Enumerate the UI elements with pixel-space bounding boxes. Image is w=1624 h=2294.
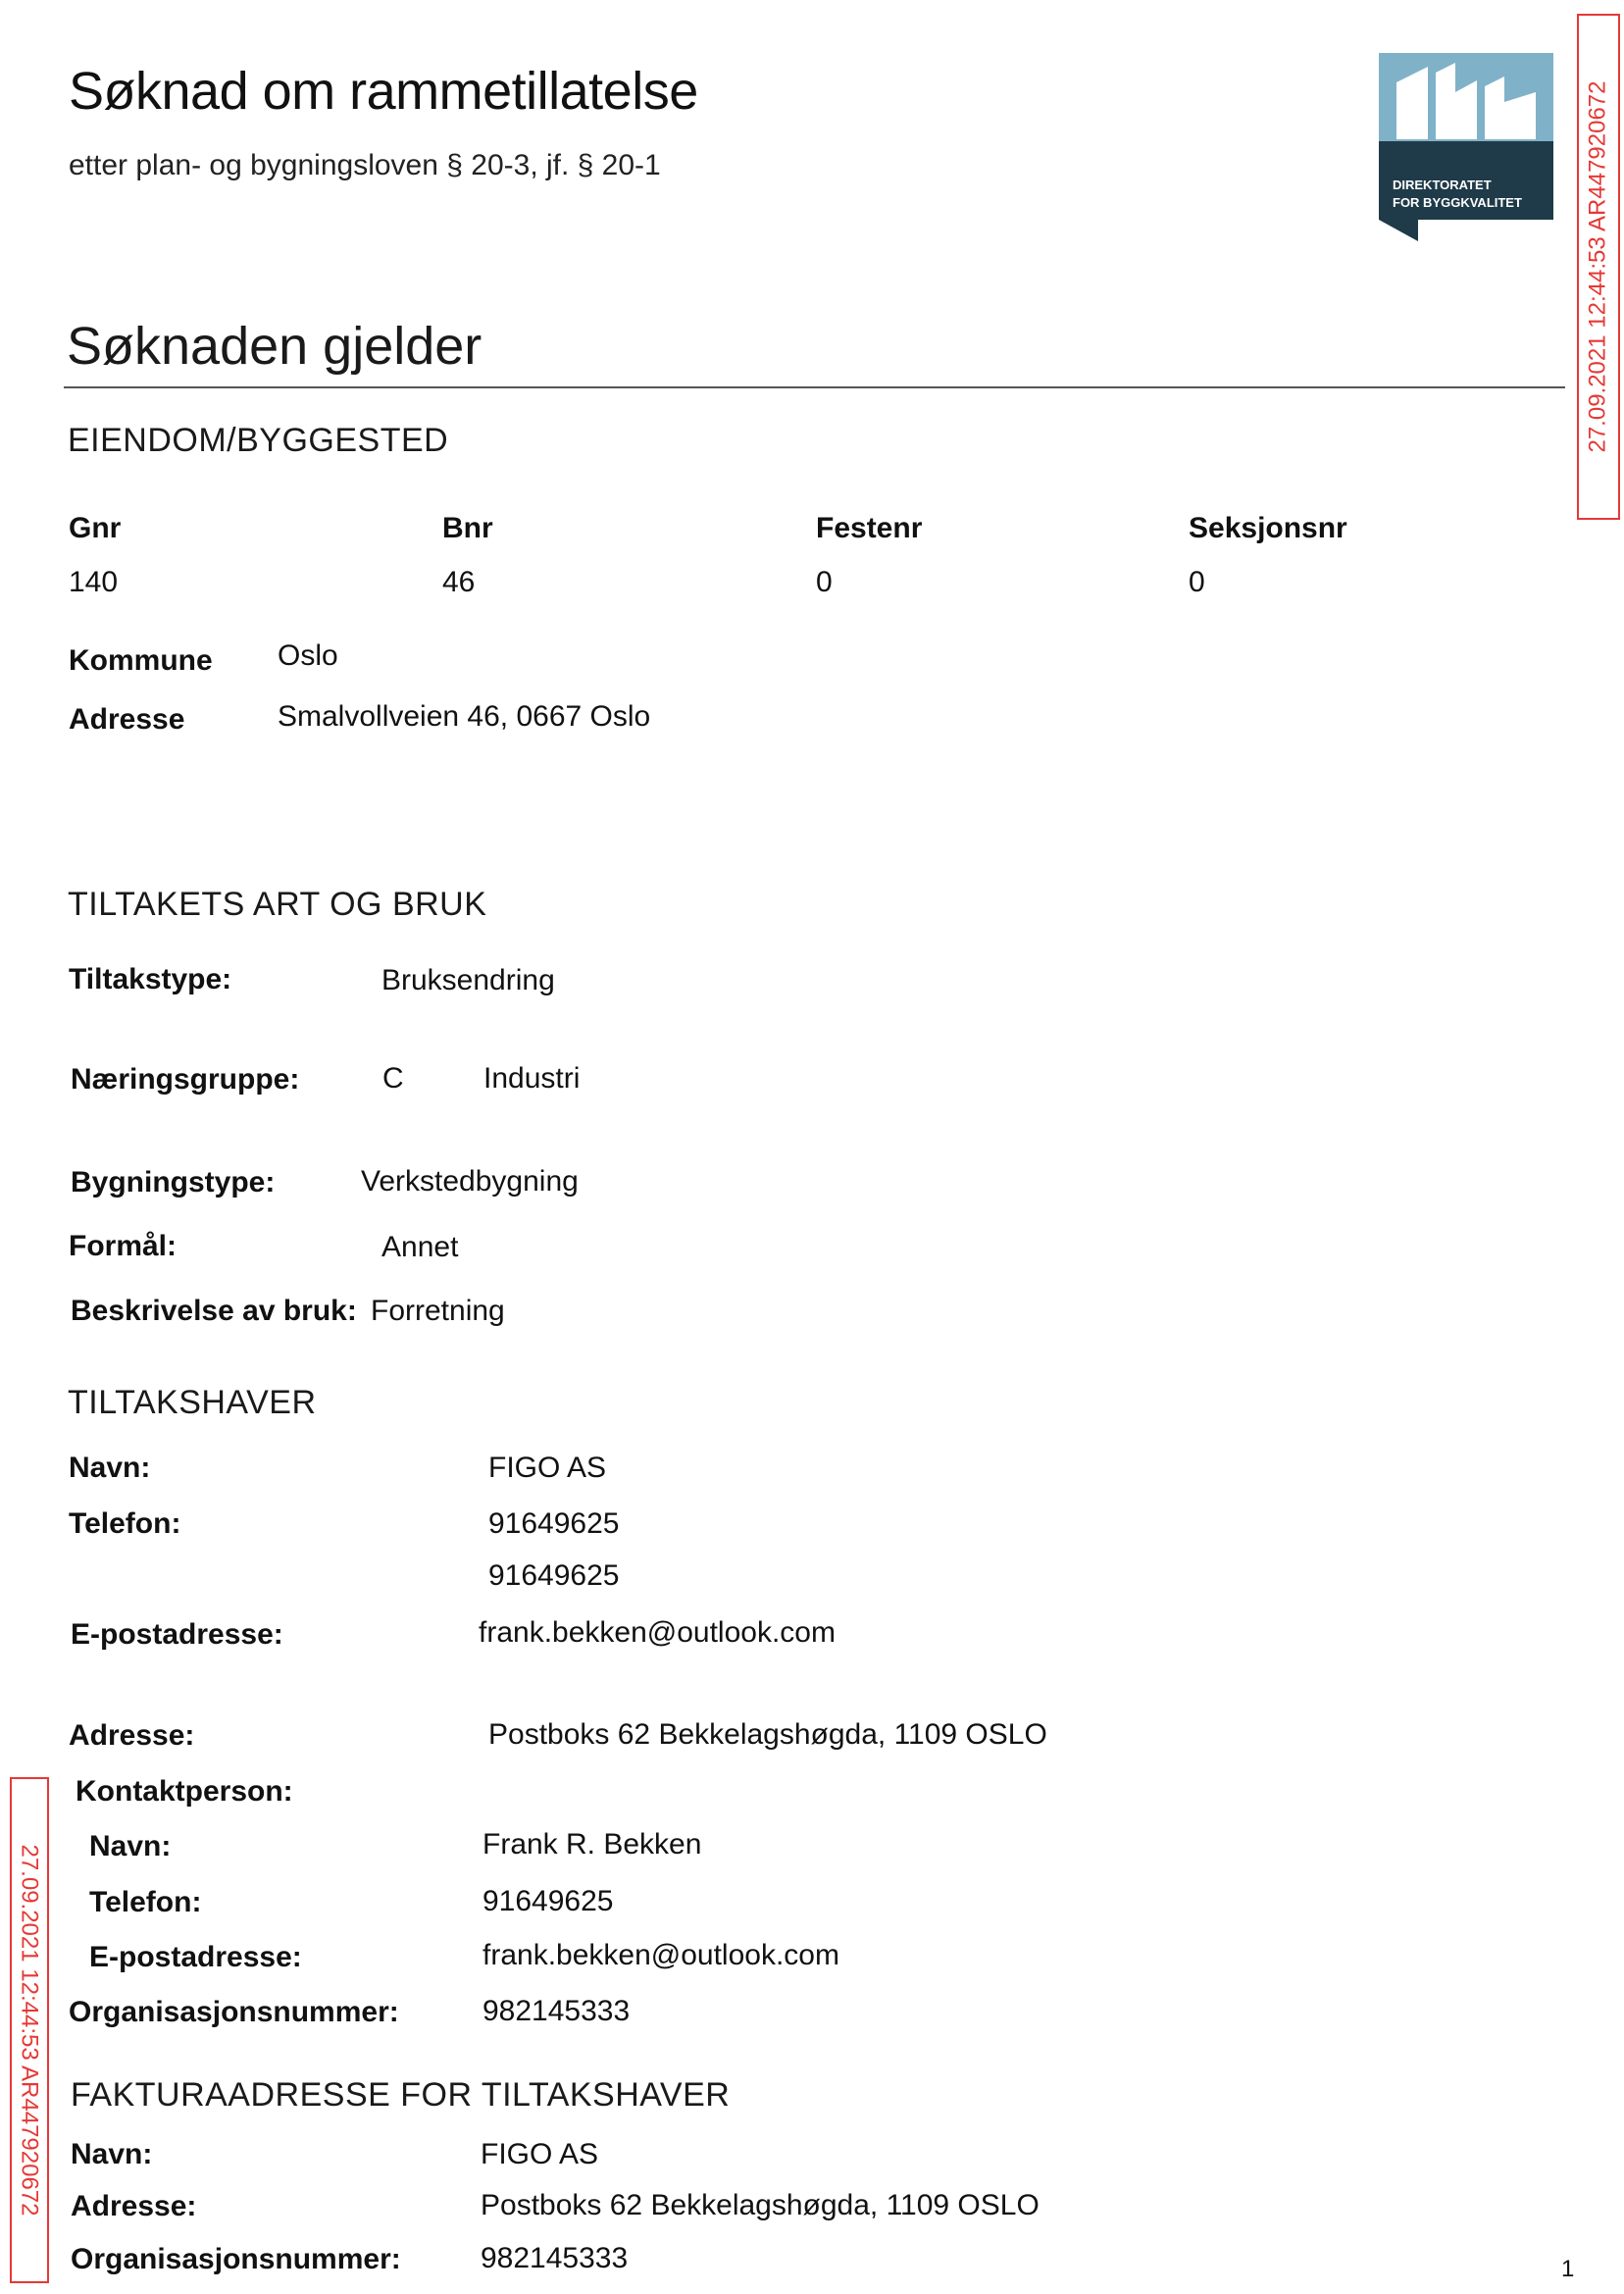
kontakt-navn-label: Navn:	[89, 1830, 172, 1862]
tiltakstype-label: Tiltakstype:	[69, 963, 232, 995]
gnr-label: Gnr	[69, 512, 122, 544]
faktura-heading: FAKTURAADRESSE FOR TILTAKSHAVER	[71, 2076, 731, 2114]
formal-value: Annet	[381, 1231, 459, 1263]
kontakt-telefon-label: Telefon:	[89, 1886, 202, 1918]
tiltakshaver-adresse-value: Postboks 62 Bekkelagshøgda, 1109 OSLO	[488, 1718, 1047, 1751]
gnr-value: 140	[69, 566, 119, 598]
tiltakshaver-telefon-value-2: 91649625	[488, 1559, 620, 1592]
naeringsgruppe-value: Industri	[483, 1062, 581, 1095]
kontakt-epost-value: frank.bekken@outlook.com	[482, 1939, 839, 1971]
date-stamp-right	[1577, 14, 1620, 520]
kontaktperson-label: Kontaktperson:	[76, 1775, 293, 1808]
beskrivelse-value: Forretning	[371, 1295, 505, 1327]
kommune-value: Oslo	[278, 639, 338, 672]
tiltakshaver-epost-value: frank.bekken@outlook.com	[479, 1616, 836, 1649]
adresse-value: Smalvollveien 46, 0667 Oslo	[278, 700, 651, 733]
kontakt-telefon-value: 91649625	[482, 1885, 614, 1917]
beskrivelse-label: Beskrivelse av bruk:	[71, 1295, 357, 1327]
festenr-value: 0	[816, 566, 833, 598]
tiltakshaver-navn-value: FIGO AS	[488, 1452, 607, 1484]
bnr-label: Bnr	[442, 512, 493, 544]
logo-text-line2: FOR BYGGKVALITET	[1393, 195, 1522, 210]
tiltakshaver-telefon-value: 91649625	[488, 1507, 620, 1540]
orgnr-value: 982145333	[482, 1995, 631, 2027]
tiltakshaver-navn-label: Navn:	[69, 1452, 151, 1484]
dibk-logo	[1379, 53, 1553, 241]
kontakt-epost-label: E-postadresse:	[89, 1941, 302, 1973]
bnr-value: 46	[442, 566, 476, 598]
logo-text-line1: DIREKTORATET	[1393, 178, 1492, 192]
formal-label: Formål:	[69, 1230, 178, 1262]
orgnr-label: Organisasjonsnummer:	[69, 1996, 399, 2028]
page-number: 1	[1561, 2256, 1575, 2282]
date-stamp-left	[10, 1777, 49, 2283]
faktura-adresse-label: Adresse:	[71, 2190, 197, 2222]
faktura-navn-label: Navn:	[71, 2138, 153, 2170]
tiltakshaver-telefon-label: Telefon:	[69, 1507, 181, 1540]
adresse-label: Adresse	[69, 703, 185, 736]
eiendom-heading: EIENDOM/BYGGESTED	[68, 422, 449, 459]
festenr-label: Festenr	[816, 512, 923, 544]
kommune-label: Kommune	[69, 644, 213, 677]
tiltakshaver-adresse-label: Adresse:	[69, 1719, 195, 1752]
seksjonsnr-label: Seksjonsnr	[1189, 512, 1347, 544]
tiltakstype-value: Bruksendring	[381, 964, 555, 996]
date-stamp-left-text: 27.09.2021 12:44:53 AR447920672	[17, 1844, 43, 2217]
tiltakshaver-heading: TILTAKSHAVER	[68, 1384, 317, 1421]
date-stamp-right-text: 27.09.2021 12:44:53 AR447920672	[1585, 80, 1611, 453]
kontakt-navn-value: Frank R. Bekken	[482, 1828, 702, 1861]
faktura-orgnr-value: 982145333	[481, 2242, 629, 2274]
tiltakshaver-epost-label: E-postadresse:	[71, 1618, 283, 1651]
bygningstype-label: Bygningstype:	[71, 1166, 276, 1198]
section-divider	[64, 386, 1565, 388]
faktura-adresse-value: Postboks 62 Bekkelagshøgda, 1109 OSLO	[481, 2189, 1040, 2221]
bygningstype-value: Verkstedbygning	[361, 1165, 579, 1198]
faktura-orgnr-label: Organisasjonsnummer:	[71, 2243, 401, 2275]
naeringsgruppe-label: Næringsgruppe:	[71, 1063, 300, 1096]
section-title: Søknaden gjelder	[67, 317, 482, 376]
faktura-navn-value: FIGO AS	[481, 2138, 599, 2170]
naeringsgruppe-code: C	[382, 1062, 404, 1095]
page-title: Søknad om rammetillatelse	[69, 62, 698, 121]
page-subtitle: etter plan- og bygningsloven § 20-3, jf. § 20-1	[69, 149, 661, 181]
dibk-logo-graphic	[1379, 53, 1553, 241]
tiltak-heading: TILTAKETS ART OG BRUK	[68, 886, 487, 923]
seksjonsnr-value: 0	[1189, 566, 1205, 598]
